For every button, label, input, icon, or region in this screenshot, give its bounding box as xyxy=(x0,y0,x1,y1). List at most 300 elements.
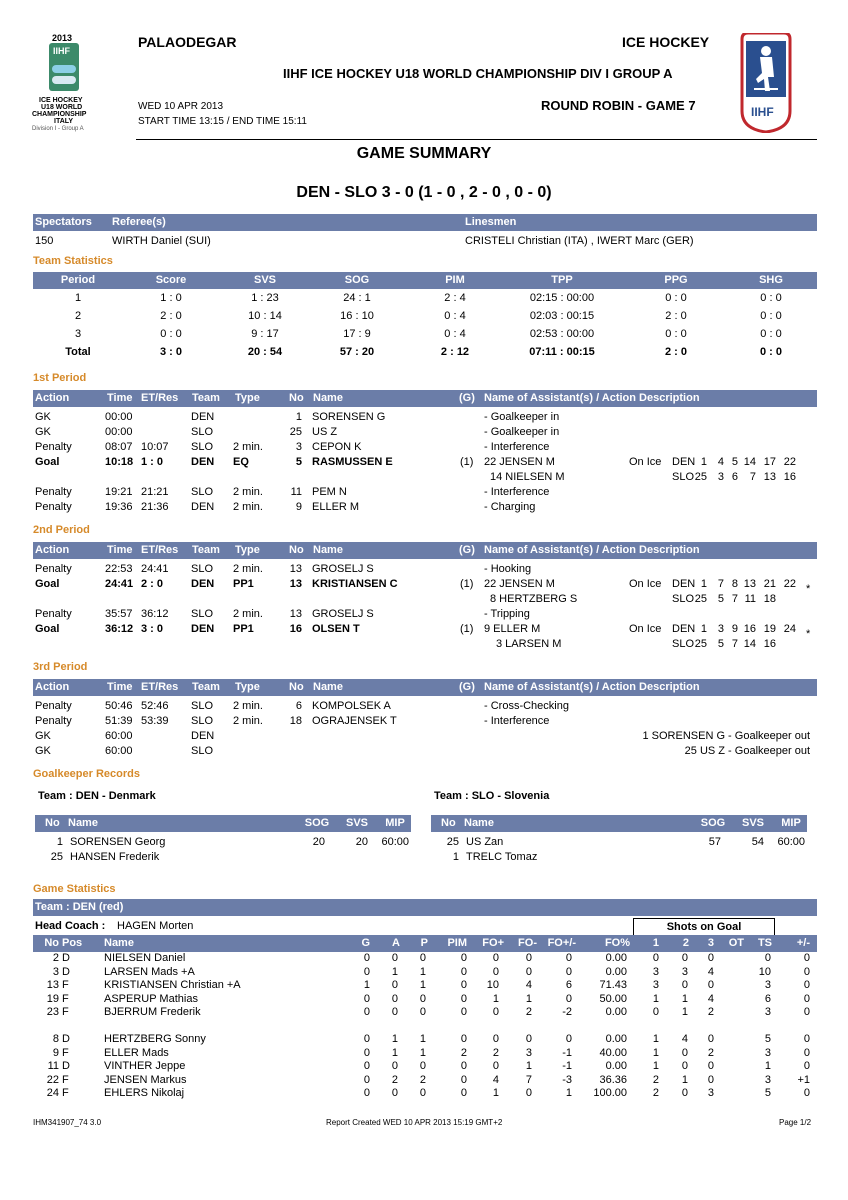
player-stat-cell: +1 xyxy=(797,1073,810,1086)
event-action: Penalty xyxy=(35,700,72,712)
player-stat-cell: 100.00 xyxy=(593,1087,627,1099)
player-name: EHLERS Nikolaj xyxy=(104,1087,185,1099)
player-stat-cell: 1 xyxy=(681,1006,688,1018)
player-stat-cell: 0 xyxy=(391,952,398,964)
coach-name: HAGEN Morten xyxy=(117,920,194,932)
event-header-col: (G) xyxy=(459,544,475,556)
on-ice-player: 22 xyxy=(783,456,796,468)
player-stat-cell: 0 xyxy=(391,979,398,991)
logo-line-5: Division I - Group A xyxy=(32,126,84,132)
event-name: RASMUSSEN E xyxy=(312,456,393,468)
team-stat-cell: 2 : 0 xyxy=(665,310,687,322)
event-desc: - Goalkeeper in xyxy=(484,411,560,423)
event-assist-2: 3 LARSEN M xyxy=(496,638,562,650)
player-stat-cell: 0 xyxy=(803,979,810,991)
event-type: 2 min. xyxy=(233,441,263,453)
player-stat-cell: -3 xyxy=(562,1073,572,1086)
team-stat-cell: 10 : 14 xyxy=(248,310,282,322)
player-stat-cell: 10 xyxy=(486,979,499,991)
player-stats-col: 1 xyxy=(652,937,659,949)
player-stat-cell: 0 xyxy=(460,1073,467,1086)
event-header-col: Type xyxy=(235,392,260,404)
on-ice-player: 21 xyxy=(763,578,776,590)
player-stat-cell: 0 xyxy=(492,1060,499,1072)
on-ice-player: 7 xyxy=(749,471,756,483)
logo-line-2: U18 WORLD xyxy=(41,104,83,111)
player-stat-cell: 0 xyxy=(460,1033,467,1045)
player-stat-cell: 4 xyxy=(707,965,714,978)
on-ice-player: 16 xyxy=(763,638,776,650)
event-et: 3 : 0 xyxy=(141,623,164,635)
player-stat-cell: 36.36 xyxy=(599,1073,627,1086)
player-stat-cell: 0 xyxy=(363,992,370,1005)
goalkeeper-mip: 60:00 xyxy=(381,836,409,848)
event-name: SORENSEN G xyxy=(312,411,386,423)
player-stat-cell: 10 xyxy=(758,965,771,978)
team-stats-col-shg: SHG xyxy=(759,274,783,286)
player-stats-col: TS xyxy=(757,937,772,949)
game-date: WED 10 APR 2013 xyxy=(138,101,224,112)
sport: ICE HOCKEY xyxy=(622,34,710,50)
event-header xyxy=(33,679,817,696)
event-desc: - Goalkeeper in xyxy=(484,426,560,438)
spectators-label: Spectators xyxy=(35,216,92,228)
goalkeeper-header xyxy=(35,815,411,832)
player-stat-cell: 1 xyxy=(391,1033,398,1045)
event-team: SLO xyxy=(191,700,214,712)
goalkeeper-header-col: Name xyxy=(68,817,98,829)
goalkeeper-header-col: SOG xyxy=(304,817,330,829)
venue: PALAODEGAR xyxy=(138,34,237,50)
goalkeeper-sog: 20 xyxy=(312,836,325,848)
goalkeeper-header-col: MIP xyxy=(385,817,405,829)
event-et: 1 : 0 xyxy=(141,456,164,468)
on-ice-team-1: DEN xyxy=(672,578,696,590)
player-stat-cell: 8 xyxy=(52,1033,59,1045)
event-name: US Z xyxy=(312,426,338,438)
player-stat-cell: 2 xyxy=(525,1006,532,1018)
team-stat-cell: 2 : 4 xyxy=(444,292,466,304)
player-stat-cell: 2 xyxy=(652,1087,659,1099)
event-et: 21:36 xyxy=(141,501,169,513)
team-stats-col-pim: PIM xyxy=(445,274,465,286)
player-stat-cell: D xyxy=(62,965,70,978)
player-stat-cell: 6 xyxy=(565,979,572,991)
player-stat-cell: 11 xyxy=(47,1060,59,1072)
on-ice-label: On Ice xyxy=(629,623,662,635)
player-stat-cell: 0 xyxy=(803,1046,810,1059)
player-stat-cell: 1 xyxy=(681,1073,688,1086)
team-stats-title: Team Statistics xyxy=(33,255,113,267)
player-stat-cell: 0 xyxy=(681,952,688,964)
player-stat-cell: D xyxy=(62,1060,70,1072)
goalkeeper-header-col: SVS xyxy=(741,817,764,829)
on-ice-player: 3 xyxy=(717,623,724,635)
event-goalkeeper-out: 1 SORENSEN G - Goalkeeper out xyxy=(642,730,810,742)
player-stat-cell: 1 xyxy=(492,992,499,1005)
player-stat-cell: 3 xyxy=(525,1046,532,1059)
player-stats-col: FO+ xyxy=(482,937,504,949)
event-header-col: Action xyxy=(35,544,70,556)
player-stat-cell: 1 xyxy=(419,1046,426,1059)
event-time: 60:00 xyxy=(105,745,133,757)
team-stat-cell: 02:03 : 00:15 xyxy=(529,310,595,322)
event-header-col: Name xyxy=(313,544,343,556)
player-stats-col: 2 xyxy=(682,937,689,949)
event-header-col: Time xyxy=(107,392,133,404)
player-stats-col: OT xyxy=(728,937,744,949)
on-ice-player: 5 xyxy=(717,593,724,605)
event-header-col: (G) xyxy=(459,681,475,693)
event-header xyxy=(33,390,817,407)
event-header-col: Name of Assistant(s) / Action Description xyxy=(484,544,700,556)
event-team: SLO xyxy=(191,426,214,438)
event-type: 2 min. xyxy=(233,715,263,727)
team-stats-col-sog: SOG xyxy=(344,274,370,286)
player-stat-cell: 1 xyxy=(363,979,370,991)
event-header-col: Team xyxy=(192,392,220,404)
on-ice-player: 1 xyxy=(700,623,707,635)
event-team: DEN xyxy=(191,730,215,742)
player-stat-cell: 4 xyxy=(492,1073,499,1086)
player-stat-cell: 0 xyxy=(652,1006,659,1018)
player-stat-cell: 3 xyxy=(764,1006,771,1018)
championship-logo xyxy=(30,33,98,133)
player-stat-cell: 0 xyxy=(363,1073,370,1086)
event-time: 19:21 xyxy=(105,486,133,498)
player-stat-cell: 0 xyxy=(363,1060,370,1072)
player-stat-cell: 0 xyxy=(363,1046,370,1059)
on-ice-player: 25 xyxy=(694,638,707,650)
event-name: OGRAJENSEK T xyxy=(312,715,397,727)
player-stat-cell: 0.00 xyxy=(605,1033,627,1045)
event-et: 24:41 xyxy=(141,563,169,575)
event-action: GK xyxy=(35,426,51,438)
player-stat-cell: 0 xyxy=(492,965,499,978)
event-team: SLO xyxy=(191,441,214,453)
event-type: EQ xyxy=(233,456,249,468)
player-stat-cell: -2 xyxy=(562,1006,572,1018)
team-stat-cell: 0 : 0 xyxy=(665,292,687,304)
player-stat-cell: F xyxy=(62,1006,69,1018)
team-stat-cell: 0 : 0 xyxy=(665,328,687,340)
iihf-logo xyxy=(740,33,792,133)
event-header-col: No xyxy=(289,544,304,556)
event-action: GK xyxy=(35,730,51,742)
player-stat-cell: 5 xyxy=(764,1033,771,1045)
footer-code: IHM341907_74 3.0 xyxy=(33,1118,102,1127)
player-stat-cell: 0 xyxy=(803,1087,810,1099)
event-type: PP1 xyxy=(233,623,254,635)
event-header-col: Type xyxy=(235,681,260,693)
event-time: 36:12 xyxy=(105,623,134,635)
player-stat-cell: F xyxy=(62,992,69,1005)
team-stat-cell: 0 : 0 xyxy=(760,328,782,340)
player-stats-col: No xyxy=(44,937,59,949)
goalkeeper-header-col: SOG xyxy=(700,817,726,829)
player-stat-cell: 3 xyxy=(681,965,688,978)
on-ice-player: 13 xyxy=(743,578,756,590)
event-desc: 22 JENSEN M xyxy=(484,456,555,468)
event-team: SLO xyxy=(191,486,214,498)
event-desc: - Charging xyxy=(484,501,536,513)
on-ice-label: On Ice xyxy=(629,578,662,590)
player-stat-cell: 1 xyxy=(652,992,659,1005)
logo-wave-icon-2 xyxy=(52,76,76,84)
player-stat-cell: 22 xyxy=(46,1073,59,1086)
player-stats-col: 3 xyxy=(707,937,714,949)
team-stats-col-period: Period xyxy=(60,274,96,286)
player-stat-cell: 1 xyxy=(764,1060,771,1072)
goalkeeper-header-col: No xyxy=(441,817,456,829)
player-stat-cell: 0 xyxy=(492,952,499,964)
player-stat-cell: 3 xyxy=(764,1073,771,1086)
player-stat-cell: 0 xyxy=(681,1060,688,1072)
footer-created: Report Created WED 10 APR 2013 15:19 GMT+2 xyxy=(326,1118,503,1127)
player-stat-cell: 3 xyxy=(764,979,771,991)
player-stat-cell: 0 xyxy=(707,979,714,991)
player-stat-cell: 4 xyxy=(525,979,532,991)
player-stat-cell: 0 xyxy=(363,1087,370,1099)
logo-line-3: CHAMPIONSHIP xyxy=(32,111,87,118)
goalkeeper-header-col: No xyxy=(45,817,60,829)
player-stats-col: G xyxy=(361,937,370,949)
event-header-col: Name xyxy=(313,392,343,404)
player-stat-cell: 0 xyxy=(391,992,398,1005)
team-stat-cell: 0 : 4 xyxy=(444,310,466,322)
player-stat-cell: 0 xyxy=(764,952,771,964)
event-name: CEPON K xyxy=(312,441,362,453)
player-stats-col: FO+/- xyxy=(547,937,576,949)
event-header-col: Name of Assistant(s) / Action Description xyxy=(484,681,700,693)
player-stat-cell: 1 xyxy=(525,1060,532,1072)
player-stat-cell: 0 xyxy=(363,1033,370,1045)
team-stat-cell: 2 : 0 xyxy=(160,310,182,322)
player-stat-cell: 0 xyxy=(803,1060,810,1072)
on-ice-team-2: SLO xyxy=(672,638,695,650)
period-title: 3rd Period xyxy=(33,661,88,673)
event-no: 25 xyxy=(289,426,302,438)
player-stats-col: P xyxy=(420,937,428,949)
player-stat-cell: 1 xyxy=(391,965,398,978)
player-stat-cell: 3 xyxy=(707,1087,714,1099)
linesmen-value: CRISTELI Christian (ITA) , IWERT Marc (GER) xyxy=(465,235,694,247)
shots-on-goal-label: Shots on Goal xyxy=(666,921,742,933)
player-stat-cell: 0.00 xyxy=(605,1006,627,1018)
player-name: ELLER Mads xyxy=(104,1046,169,1059)
event-header-col: Name xyxy=(313,681,343,693)
player-stat-cell: 0.00 xyxy=(605,1060,627,1072)
event-desc: - Tripping xyxy=(484,608,530,620)
period-title: 1st Period xyxy=(33,372,87,384)
team-stats-col-tpp: TPP xyxy=(551,274,573,286)
page-title: GAME SUMMARY xyxy=(356,145,492,162)
player-stat-cell: 0 xyxy=(391,1087,398,1099)
event-action: Goal xyxy=(35,456,60,468)
on-ice-player: 3 xyxy=(717,471,724,483)
event-et: 53:39 xyxy=(141,715,169,727)
player-stat-cell: 71.43 xyxy=(599,979,627,991)
player-stat-cell: 0 xyxy=(525,1087,532,1099)
on-ice-team-2: SLO xyxy=(672,471,695,483)
team-stat-cell: 07:11 : 00:15 xyxy=(529,346,595,358)
event-desc: - Interference xyxy=(484,486,550,498)
event-header-col: Type xyxy=(235,544,260,556)
on-ice-player: 4 xyxy=(717,456,724,468)
player-stat-cell: 0 xyxy=(363,1006,370,1018)
player-name: LARSEN Mads +A xyxy=(104,965,195,978)
team-stats-col-svs: SVS xyxy=(253,274,276,286)
event-header xyxy=(33,542,817,559)
event-time: 51:39 xyxy=(105,715,133,727)
goalkeeper-header-col: SVS xyxy=(345,817,368,829)
player-stat-cell: 13 xyxy=(46,979,59,991)
player-stat-cell: 6 xyxy=(764,992,771,1005)
player-stat-cell: 3 xyxy=(652,979,659,991)
on-ice-player: 7 xyxy=(717,578,724,590)
player-stat-cell: 0 xyxy=(707,1033,714,1045)
player-stat-cell: 1 xyxy=(652,1033,659,1045)
player-stat-cell: 1 xyxy=(391,1046,398,1059)
on-ice-player: 9 xyxy=(731,623,738,635)
event-desc: 9 ELLER M xyxy=(484,623,541,635)
player-stat-cell: -1 xyxy=(562,1046,572,1059)
player-stat-cell: 24 xyxy=(46,1087,59,1099)
event-action: Penalty xyxy=(35,608,72,620)
player-stat-cell: 0 xyxy=(460,979,467,991)
player-name: KRISTIANSEN Christian +A xyxy=(104,979,241,991)
player-stat-cell: F xyxy=(62,979,69,991)
event-time: 08:07 xyxy=(105,441,133,453)
on-ice-player: 1 xyxy=(700,578,707,590)
event-no: 9 xyxy=(295,501,302,513)
goalkeeper-name: TRELC Tomaz xyxy=(466,851,538,863)
on-ice-player: 7 xyxy=(731,593,738,605)
event-header-col: ET/Res xyxy=(141,544,179,556)
player-name: NIELSEN Daniel xyxy=(104,952,186,964)
team-stats-col-score: Score xyxy=(155,274,187,286)
player-stat-cell: 23 xyxy=(46,1006,59,1018)
event-name: KOMPOLSEK A xyxy=(312,700,391,712)
on-ice-player: 18 xyxy=(763,593,776,605)
goalkeeper-number: 25 xyxy=(50,851,63,863)
on-ice-player: 5 xyxy=(731,456,738,468)
header-rule xyxy=(136,139,817,140)
player-stats-col: A xyxy=(392,937,400,949)
goalkeeper-number: 1 xyxy=(452,851,459,863)
logo-line-4: ITALY xyxy=(54,118,74,125)
player-stat-cell: F xyxy=(62,1046,69,1059)
player-stat-cell: 0 xyxy=(419,1006,426,1018)
on-ice-team-2: SLO xyxy=(672,593,695,605)
event-team: DEN xyxy=(191,456,215,468)
event-header-col: Action xyxy=(35,681,70,693)
goalkeeper-team-title: Team : DEN - Denmark xyxy=(38,790,156,802)
event-time: 22:53 xyxy=(105,563,133,575)
player-stat-cell: 0 xyxy=(460,992,467,1005)
player-stat-cell: D xyxy=(62,1033,70,1045)
goal-footnote-marker: * xyxy=(806,628,811,640)
team-stat-cell: 2 : 0 xyxy=(664,346,687,358)
player-name: VINTHER Jeppe xyxy=(104,1060,186,1072)
footer-page: Page 1/2 xyxy=(779,1118,812,1127)
event-team: DEN xyxy=(191,411,215,423)
event-et: 21:21 xyxy=(141,486,169,498)
team-stats-header xyxy=(33,272,817,289)
team-stat-cell: 02:15 : 00:00 xyxy=(529,292,595,304)
goalkeeper-svs: 20 xyxy=(355,836,368,848)
player-stat-cell: 1 xyxy=(652,1046,659,1059)
team-stat-cell: 57 : 20 xyxy=(339,346,375,358)
player-stat-cell: 0 xyxy=(525,952,532,964)
player-stat-cell: 2 xyxy=(492,1046,499,1059)
player-name: ASPERUP Mathias xyxy=(104,992,198,1005)
player-name: HERTZBERG Sonny xyxy=(104,1033,206,1045)
player-stat-cell: 1 xyxy=(492,1087,499,1099)
event-time: 00:00 xyxy=(105,426,133,438)
team-bar xyxy=(33,899,817,916)
event-no: 18 xyxy=(289,715,302,727)
player-stat-cell: 0 xyxy=(803,965,810,978)
player-stat-cell: 2 xyxy=(707,1006,714,1018)
team-bar-label: Team : DEN (red) xyxy=(35,901,124,913)
player-stat-cell: 0 xyxy=(492,1006,499,1018)
event-time: 60:00 xyxy=(105,730,133,742)
player-stat-cell: 0.00 xyxy=(605,965,627,978)
event-name: OLSEN T xyxy=(312,623,360,635)
team-stat-cell: 0 : 0 xyxy=(760,310,782,322)
player-stats-col: Pos xyxy=(62,937,83,949)
player-stat-cell: 0 xyxy=(363,952,370,964)
player-stat-cell: 0 xyxy=(652,952,659,964)
event-header-col: Time xyxy=(107,681,133,693)
event-no: 1 xyxy=(295,411,302,423)
player-stat-cell: 0 xyxy=(460,1006,467,1018)
goalkeeper-sog: 57 xyxy=(708,836,721,848)
player-stat-cell: 1 xyxy=(681,992,688,1005)
event-no: 13 xyxy=(289,608,302,620)
logo-badge xyxy=(49,43,79,91)
player-stat-cell: 0 xyxy=(460,965,467,978)
event-g: (1) xyxy=(460,578,474,590)
logo-year: 2013 xyxy=(52,33,73,43)
referees-value: WIRTH Daniel (SUI) xyxy=(112,235,211,247)
event-no: 13 xyxy=(289,578,302,590)
on-ice-player: 25 xyxy=(694,593,707,605)
event-action: GK xyxy=(35,745,51,757)
officials-header xyxy=(33,214,817,231)
shots-on-goal-box xyxy=(633,918,775,935)
player-stat-cell: 2 xyxy=(460,1046,467,1059)
goalkeeper-svs: 54 xyxy=(751,836,764,848)
player-name: JENSEN Markus xyxy=(104,1073,187,1086)
event-team: SLO xyxy=(191,715,214,727)
on-ice-label: On Ice xyxy=(629,456,662,468)
player-stat-cell: 0 xyxy=(707,952,714,964)
event-no: 5 xyxy=(295,456,302,468)
goal-footnote-marker: * xyxy=(806,583,811,595)
team-stat-cell: 0 : 0 xyxy=(760,292,782,304)
event-team: DEN xyxy=(191,623,215,635)
player-stat-cell: 0 xyxy=(565,965,572,978)
player-stat-cell: 2 xyxy=(419,1073,426,1086)
event-action: Goal xyxy=(35,623,60,635)
event-name: KRISTIANSEN C xyxy=(312,578,398,590)
player-stat-cell: 0 xyxy=(707,1060,714,1072)
player-stat-cell: 0.00 xyxy=(605,952,627,964)
player-stat-cell: 0 xyxy=(803,1006,810,1018)
on-ice-player: 17 xyxy=(763,456,776,468)
